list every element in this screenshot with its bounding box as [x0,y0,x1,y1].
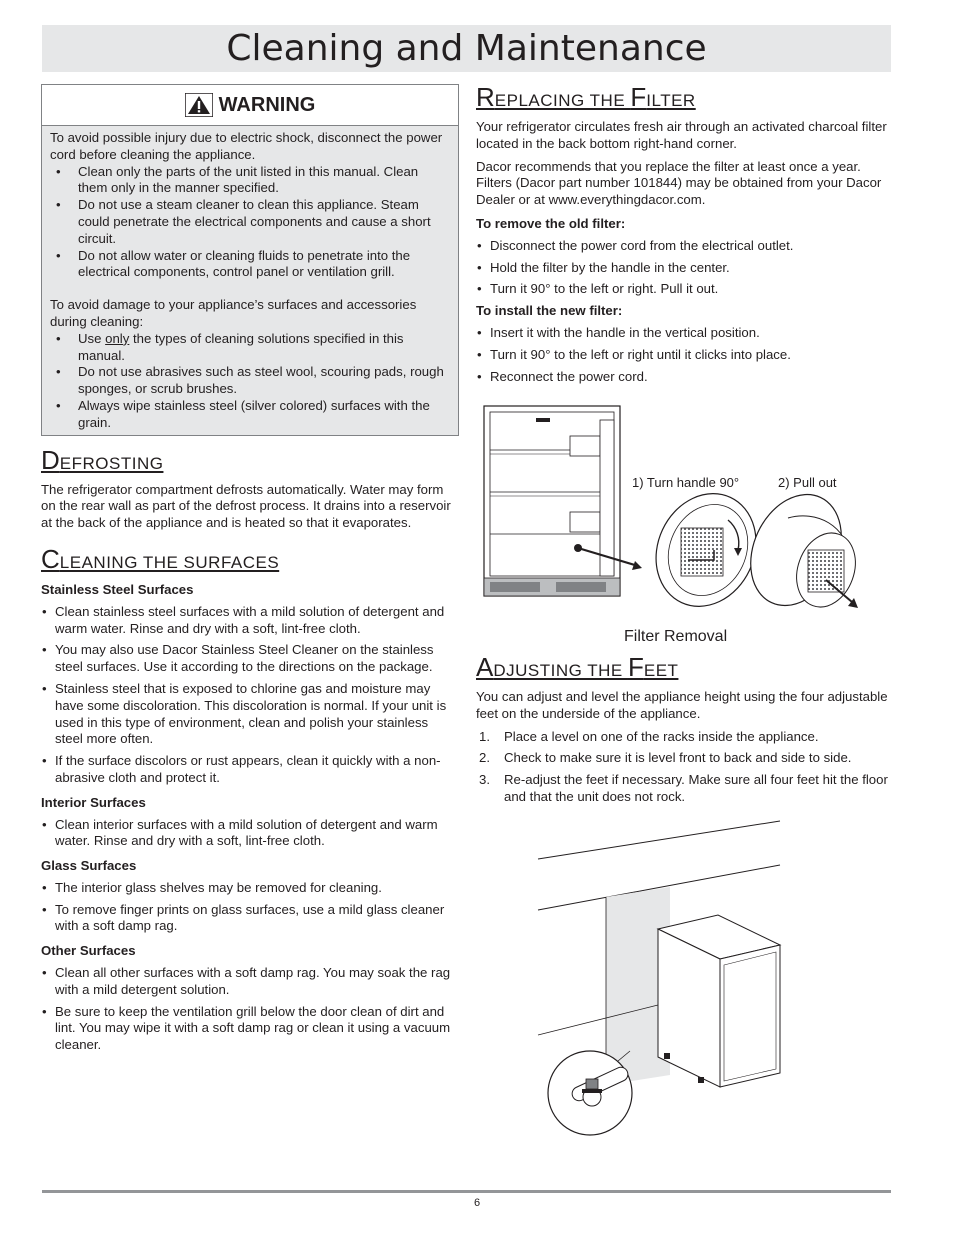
list-item: • The interior glass shelves may be removed for cleaning. [41,880,459,897]
filter-text-2: Dacor recommends that you replace the filter at least once a year. Filters (Dacor part number 101844) may be obtained from your Dacor Dealer or at www.everythingdacor.com. [476,158,882,208]
list-item: • Reconnect the power cord. [476,369,890,386]
warning-box [41,84,459,436]
step-item: 1. Place a level on one of the racks inside the appliance. [479,728,819,744]
wrench-detail-illustration [548,1051,632,1135]
list-item: • To remove finger prints on glass surfaces, use a mild glass cleaner with a soft damp rag. [41,902,459,936]
warning-body [42,126,458,435]
cleaning-heading: CLEANING THE SURFACES [41,543,280,574]
feet-steps [476,729,890,806]
figure-label-1: 1) Turn handle 90° [632,475,740,490]
filter-heading: REPLACING THE FILTER [476,82,696,112]
emphasis-only: only [105,330,130,346]
other-title: Other Surfaces [41,943,136,959]
adjusting-feet-figure [530,815,790,1145]
page-title: Cleaning and Maintenance [226,28,707,69]
warning-list-2 [50,331,450,432]
feet-heading: ADJUSTING THE FEET [476,652,679,682]
left-column [41,84,459,1059]
list-item: • Disconnect the power cord from the electrical outlet. [476,238,890,255]
other-list [41,965,459,1054]
warning-header [42,85,458,126]
warning-heading: WARNING [218,94,316,116]
list-item: • If the surface discolors or rust appears, clean it quickly with a non-abrasive cloth and protect it. [41,753,459,787]
list-item: • Clean interior surfaces with a mild solution of detergent and warm water. Rinse and dry with a soft, lint-free cloth. [41,817,459,851]
list-item: • Hold the filter by the handle in the center. [476,260,890,277]
warning-item: • Do not use a steam cleaner to clean this appliance. Steam could penetrate the electrical components and cause a short circuit. [50,197,450,247]
filter-removal-figure [476,400,896,650]
remove-title: To remove the old filter: [476,215,626,231]
warning-triangle-icon [185,93,213,117]
stainless-list [41,604,459,787]
list-item: • You may also use Dacor Stainless Steel Cleaner on the stainless steel surfaces. Use it according to the directions on the package. [41,642,459,676]
warning-item: • Do not allow water or cleaning fluids to penetrate into the electrical components, control panel or ventilation grill. [50,248,450,282]
stainless-title: Stainless Steel Surfaces [41,581,194,597]
footer-rule [42,1190,891,1193]
step-item: 3. Re-adjust the feet if necessary. Make sure all four feet hit the floor and that the unit does not rock. [479,772,888,804]
install-title: To install the new filter: [476,303,623,319]
list-item: • Turn it 90° to the left or right. Pull it out. [476,281,890,298]
list-item: • Clean stainless steel surfaces with a mild solution of detergent and warm water. Rinse and dry with a soft, lint-free cloth. [41,604,459,638]
remove-list [476,238,890,298]
defrosting-text: The refrigerator compartment defrosts automatically. Water may form on the rear wall as part of the defrost process. It drains into a reservoir at the back of the appliance and is heated so that it evaporates. [41,481,451,531]
refrigerator-front-illustration [484,406,642,596]
list-item: • Insert it with the handle in the vertical position. [476,325,890,342]
filter-text-1: Your refrigerator circulates fresh air through an activated charcoal filter located in the back bottom right-hand corner. [476,119,887,151]
warning-intro-2: To avoid damage to your appliance’s surfaces and accessories during cleaning: [50,297,417,329]
install-list [476,325,890,385]
figure-label-2: 2) Pull out [778,475,837,490]
step-item: 2. Check to make sure it is level front to back and side to side. [479,750,852,766]
warning-intro-1: To avoid possible injury due to electric shock, disconnect the power cord before cleaning the appliance. [50,130,443,162]
list-item: • Be sure to keep the ventilation grill below the door clean of dirt and lint. You may wipe it with a soft damp rag or clean it using a vacuum cleaner. [41,1004,459,1054]
warning-item: • Clean only the parts of the unit listed in this manual. Clean them only in the manner specified. [50,164,450,198]
list-item: • Turn it 90° to the left or right until it clicks into place. [476,347,890,364]
figure-caption: Filter Removal [624,628,728,645]
warning-item: • Use only the types of cleaning solutions specified in this manual. [50,331,450,365]
warning-item: • Do not use abrasives such as steel wool, scouring pads, rough sponges, or scrub brushes. [50,364,450,398]
interior-list [41,817,459,851]
interior-title: Interior Surfaces [41,794,146,810]
feet-section [476,654,890,811]
glass-list [41,880,459,935]
list-item: • Stainless steel that is exposed to chlorine gas and moisture may have some discoloration. This discoloration is normal. If your unit is used in this type of environment, clean and polish your stainless steel more often. [41,681,459,748]
warning-item: • Always wipe stainless steel (silver colored) surfaces with the grain. [50,398,450,432]
feet-text: You can adjust and level the appliance height using the four adjustable feet on the underside of the appliance. [476,689,888,721]
warning-list-1 [50,164,450,282]
filter-pullout-illustration [733,480,865,621]
defrosting-heading: DEFROSTING [41,444,164,475]
glass-title: Glass Surfaces [41,858,137,874]
right-column [476,84,890,390]
page-number: 6 [473,1197,481,1209]
list-item: • Clean all other surfaces with a soft damp rag. You may soak the rag with a mild detergent solution. [41,965,459,999]
title-bar [42,25,891,72]
